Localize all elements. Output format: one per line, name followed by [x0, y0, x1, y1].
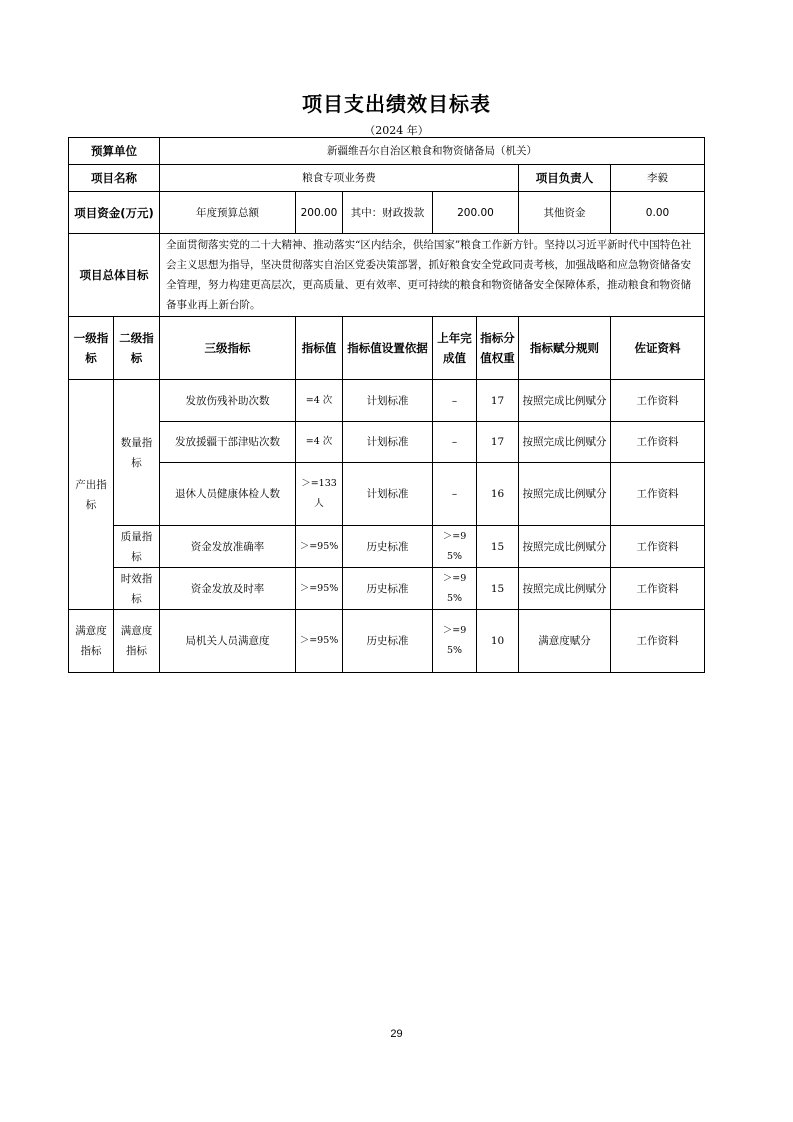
project-leader-label: 项目负责人: [519, 165, 611, 192]
indicator-weight: 16: [477, 463, 519, 526]
indicator-weight: 15: [477, 526, 519, 568]
last-year-value: –: [433, 380, 477, 422]
overall-goal-label: 项目总体目标: [69, 234, 160, 317]
budget-unit-value: 新疆维吾尔自治区粮食和物资储备局（机关）: [160, 138, 705, 165]
page-number: 29: [390, 1028, 403, 1040]
other-funds-value: 0.00: [611, 192, 705, 234]
indicator-value: ＞=133人: [296, 463, 343, 526]
group-satisfaction-level1: 满意度指标: [69, 610, 114, 673]
indicator-basis: 历史标准: [343, 610, 433, 673]
indicator-name: 退休人员健康体检人数: [160, 463, 296, 526]
group-timeliness: 时效指标: [114, 568, 160, 610]
group-satisfaction-level2: 满意度指标: [114, 610, 160, 673]
annual-budget-label: 年度预算总额: [160, 192, 296, 234]
evidence: 工作资料: [611, 463, 705, 526]
indicator-value: ＞=95%: [296, 568, 343, 610]
last-year-value: ＞=95%: [433, 568, 477, 610]
scoring-rule: 按照完成比例赋分: [519, 526, 611, 568]
indicator-value: =4 次: [296, 380, 343, 422]
column-header-row: [69, 317, 705, 380]
group-output: 产出指标: [69, 380, 114, 610]
fiscal-label: 其中：财政拨款: [343, 192, 433, 234]
budget-unit-row: [69, 138, 705, 165]
budget-unit-label: 预算单位: [69, 138, 160, 165]
fiscal-value: 200.00: [433, 192, 519, 234]
indicator-name: 局机关人员满意度: [160, 610, 296, 673]
evidence: 工作资料: [611, 526, 705, 568]
indicator-name: 资金发放准确率: [160, 526, 296, 568]
group-quality: 质量指标: [114, 526, 160, 568]
group-quantity: 数量指标: [114, 380, 160, 526]
col-evidence: 佐证资料: [611, 317, 705, 380]
project-funds-row: [69, 192, 705, 234]
col-basis: 指标值设置依据: [343, 317, 433, 380]
indicator-basis: 计划标准: [343, 463, 433, 526]
table-row: [69, 610, 705, 673]
project-funds-label: 项目资金(万元): [69, 192, 160, 234]
table-row: [69, 568, 705, 610]
annual-budget-value: 200.00: [296, 192, 343, 234]
indicator-weight: 15: [477, 568, 519, 610]
col-level3: 三级指标: [160, 317, 296, 380]
evidence: 工作资料: [611, 422, 705, 463]
last-year-value: ＞=95%: [433, 526, 477, 568]
overall-goal-row: [69, 234, 705, 317]
col-scoring-rule: 指标赋分规则: [519, 317, 611, 380]
col-target-value: 指标值: [296, 317, 343, 380]
evidence: 工作资料: [611, 568, 705, 610]
col-level1: 一级指标: [69, 317, 114, 380]
col-level2: 二级指标: [114, 317, 160, 380]
indicator-value: ＞=95%: [296, 526, 343, 568]
indicator-basis: 计划标准: [343, 422, 433, 463]
performance-target-table: [68, 137, 705, 673]
table-row: [69, 463, 705, 526]
col-last-year: 上年完成值: [433, 317, 477, 380]
scoring-rule: 按照完成比例赋分: [519, 463, 611, 526]
indicator-basis: 计划标准: [343, 380, 433, 422]
project-name-label: 项目名称: [69, 165, 160, 192]
year-label: （2024 年）: [364, 124, 429, 137]
indicator-basis: 历史标准: [343, 568, 433, 610]
last-year-value: –: [433, 463, 477, 526]
scoring-rule: 按照完成比例赋分: [519, 380, 611, 422]
indicator-name: 发放伤残补助次数: [160, 380, 296, 422]
last-year-value: –: [433, 422, 477, 463]
indicator-value: ＞=95%: [296, 610, 343, 673]
project-name-value: 粮食专项业务费: [160, 165, 519, 192]
indicator-weight: 17: [477, 380, 519, 422]
indicator-name: 发放援疆干部津贴次数: [160, 422, 296, 463]
table-row: [69, 380, 705, 422]
last-year-value: ＞=95%: [433, 610, 477, 673]
indicator-weight: 10: [477, 610, 519, 673]
evidence: 工作资料: [611, 610, 705, 673]
project-name-row: [69, 165, 705, 192]
scoring-rule: 按照完成比例赋分: [519, 568, 611, 610]
indicator-basis: 历史标准: [343, 526, 433, 568]
table-row: [69, 526, 705, 568]
indicator-weight: 17: [477, 422, 519, 463]
evidence: 工作资料: [611, 380, 705, 422]
page-title: 项目支出绩效目标表: [302, 92, 491, 116]
other-funds-label: 其他资金: [519, 192, 611, 234]
table-row: [69, 422, 705, 463]
overall-goal-text: 全面贯彻落实党的二十大精神、推动落实“区内结余，供给国家”粮食工作新方针。坚持以习近平新时代中国特色社会主义思想为指导，坚决贯彻落实自治区党委决策部署，抓好粮食安全党政同责考核，加强战略和应急物资储备安全管理，努力构建更高层次，更高质量、更有效率、更可持续的粮食和物资储备安全保障体系，推动粮食和物资储备事业再上新台阶。: [160, 234, 705, 317]
scoring-rule: 满意度赋分: [519, 610, 611, 673]
scoring-rule: 按照完成比例赋分: [519, 422, 611, 463]
col-weight: 指标分值权重: [477, 317, 519, 380]
indicator-value: =4 次: [296, 422, 343, 463]
project-leader-value: 李毅: [611, 165, 705, 192]
indicator-name: 资金发放及时率: [160, 568, 296, 610]
